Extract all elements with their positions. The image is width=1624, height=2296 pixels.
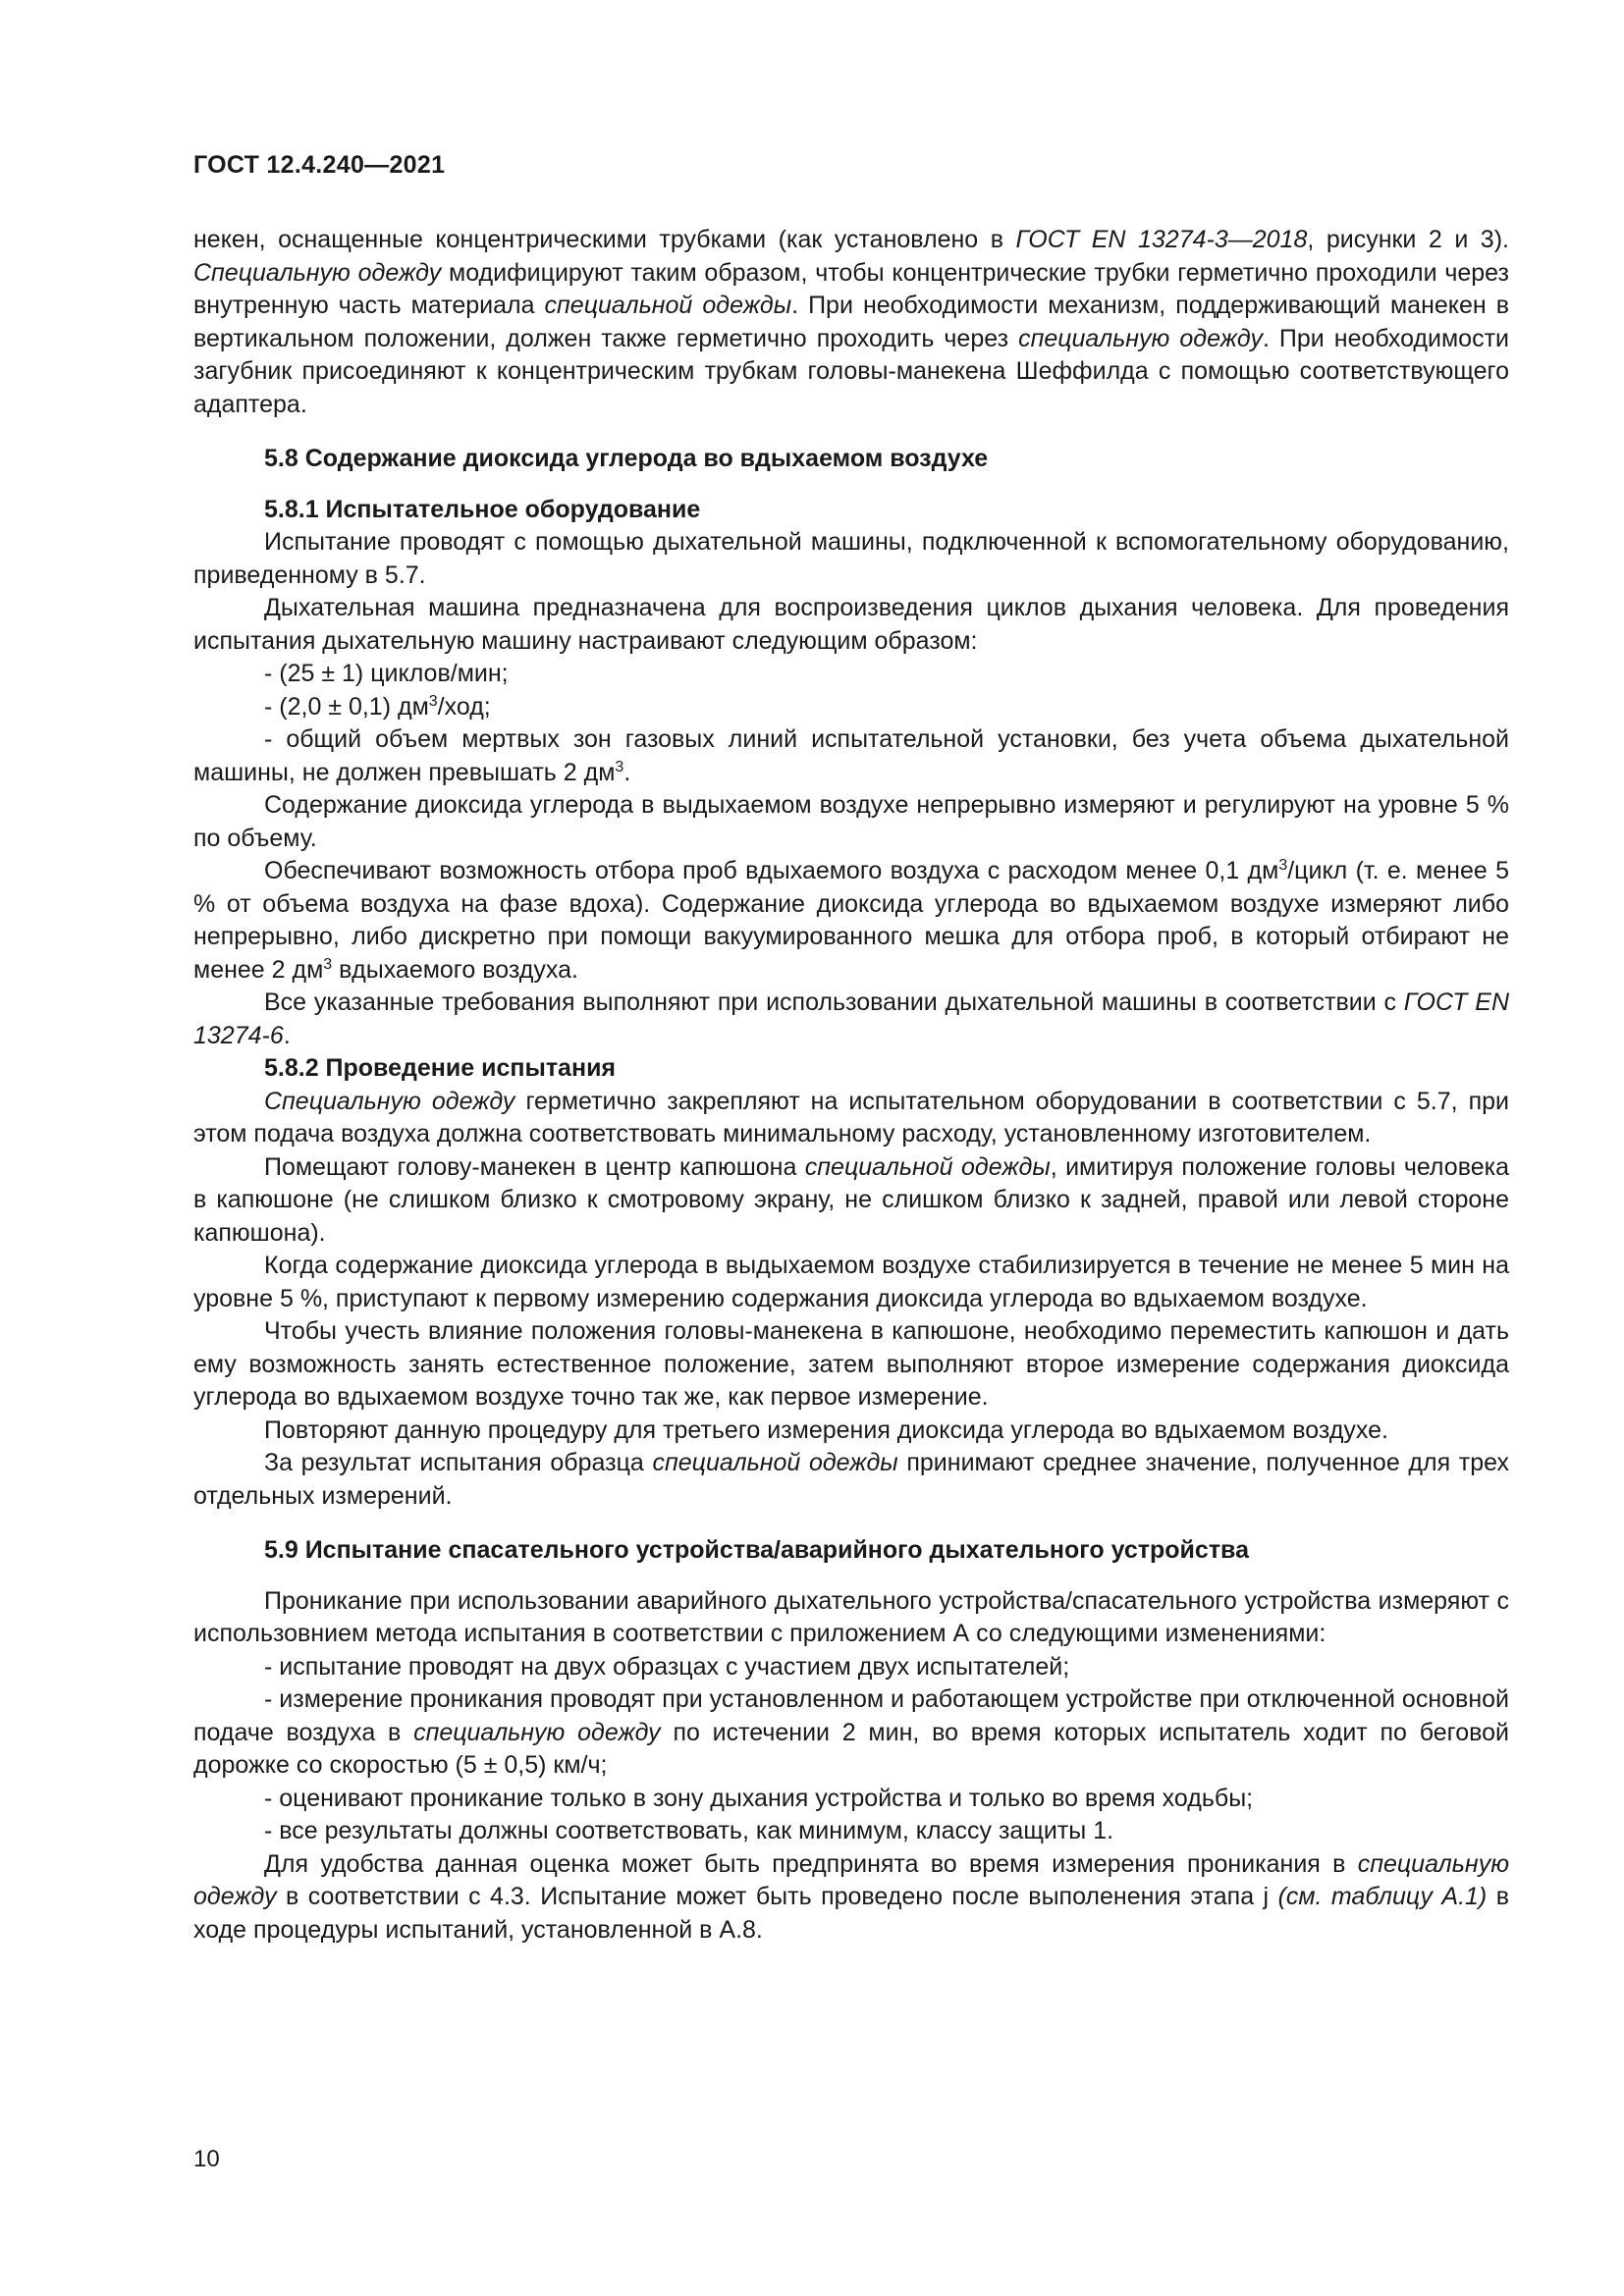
- document-header: ГОСТ 12.4.240—2021: [193, 151, 446, 179]
- paragraph: Обеспечивают возможность отбора проб вдыхаемого воздуха с расходом менее 0,1 $дм^3$/цикл (т. е. менее 5 % от объема воздуха на фазе вдоха). Содержание диоксида углерода во вдыхаемом воздухе измеряют либо непрерывно, либо дискретно при помощи вакуумированного мешка для отбора проб, в который отбирают не менее 2 $дм^3$ вдыхаемого воздуха.: [193, 857, 1509, 984]
- section-5-9-heading: 5.9 Испытание спасательного устройства/аварийного дыхательного устройства: [264, 1536, 1250, 1564]
- intro-paragraph: некен, оснащенные концентрическими трубками (как установлено в ГОСТ EN 13274-3—2018, рисунки 2 и 3). Специальную одежду модифицируют таким образом, чтобы концентрические трубки герметично проходили через внутренную часть материала специальной одежды. При необходимости механизм, поддерживающий манекен в вертикальном положении, должен также герметично проходить через специальную одежду. При необходимости загубник присоединяют к концентрическим трубкам головы-манекена Шеффилда с помощью соответствующего адаптера.: [193, 226, 1510, 418]
- paragraph: Все указанные требования выполняют при использовании дыхательной машины в соответствии с ГОСТ EN 13274-6.: [193, 988, 1510, 1049]
- document-body: [193, 224, 1509, 1947]
- list-item: - испытание проводят на двух образцах с участием двух испытателей;: [264, 1652, 1070, 1681]
- paragraph: Для удобства данная оценка может быть предпринята во время измерения проникания в специальную одежду в соответствии с 4.3. Испытание может быть проведено после выполенения этапа j (см. таблицу А.1) в ходе процедуры испытаний, установленной в А.8.: [193, 1849, 1509, 1944]
- list-item: - (25 ± 1) циклов/мин;: [264, 660, 509, 687]
- paragraph: За результат испытания образца специальной одежды принимают среднее значение, полученное для трех отдельных измерений.: [193, 1449, 1509, 1510]
- paragraph: Специальную одежду герметично закрепляют на испытательном оборудовании в соответствии с 5.7, при этом подача воздуха должна соответствовать минимальному расходу, установленному изготовителем.: [193, 1087, 1509, 1148]
- page-number: 10: [193, 2146, 220, 2172]
- section-5-8-heading: 5.8 Содержание диоксида углерода во вдыхаемом воздухе: [264, 445, 989, 472]
- list-item: - общий объем мертвых зон газовых линий испытательной установки, без учета объема дыхательной машины, не должен превышать 2 $дм^3$.: [193, 725, 1509, 786]
- paragraph: Когда содержание диоксида углерода в выдыхаемом воздухе стабилизируется в течение не менее 5 мин на уровне 5 %, приступают к первому измерению содержания диоксида углерода во вдыхаемом воздухе.: [193, 1252, 1509, 1312]
- subsection-5-8-2-heading: 5.8.2 Проведение испытания: [264, 1054, 617, 1082]
- paragraph: Чтобы учесть влияние положения головы-манекена в капюшоне, необходимо переместить капюшон и дать ему возможность занять естественное положение, затем выполняют второе измерение содержания диоксида углерода во вдыхаемом воздухе точно так же, как первое измерение.: [193, 1317, 1509, 1411]
- list-item: - все результаты должны соответствовать, как минимум, классу защиты 1.: [264, 1817, 1114, 1844]
- list-item: - оценивают проникание только в зону дыхания устройства и только во время ходьбы;: [264, 1784, 1254, 1812]
- list-item: - измерение проникания проводят при установленном и работающем устройстве при отключенной основной подаче воздуха в специальную одежду по истечении 2 мин, во время которых испытатель ходит по беговой дорожке со скоростью (5 ± 0,5) км/ч;: [193, 1685, 1509, 1779]
- paragraph: Проникание при использовании аварийного дыхательного устройства/спасательного устройства измеряют с использовнием метода испытания в соответствии с приложением А со следующими изменениями:: [193, 1586, 1509, 1647]
- paragraph: Повторяют данную процедуру для третьего измерения диоксида углерода во вдыхаемом воздухе.: [264, 1415, 1388, 1444]
- subsection-5-8-1-heading: 5.8.1 Испытательное оборудование: [264, 495, 701, 523]
- list-item: - (2,0 ± 0,1) $дм^3$/ход;: [264, 692, 491, 721]
- paragraph: Испытание проводят с помощью дыхательной машины, подключенной к вспомогательному оборудованию, приведенному в 5.7.: [193, 528, 1509, 589]
- paragraph: Содержание диоксида углерода в выдыхаемом воздухе непрерывно измеряют и регулируют на уровне 5 % по объему.: [193, 791, 1509, 852]
- paragraph: Помещают голову-манекен в центр капюшона специальной одежды, имитируя положение головы человека в капюшоне (не слишком близко к смотровому экрану, не слишком близко к задней, правой или левой стороне капюшона).: [193, 1152, 1509, 1247]
- paragraph: Дыхательная машина предназначена для воспроизведения циклов дыхания человека. Для проведения испытания дыхательную машину настраивают следующим образом:: [193, 594, 1509, 655]
